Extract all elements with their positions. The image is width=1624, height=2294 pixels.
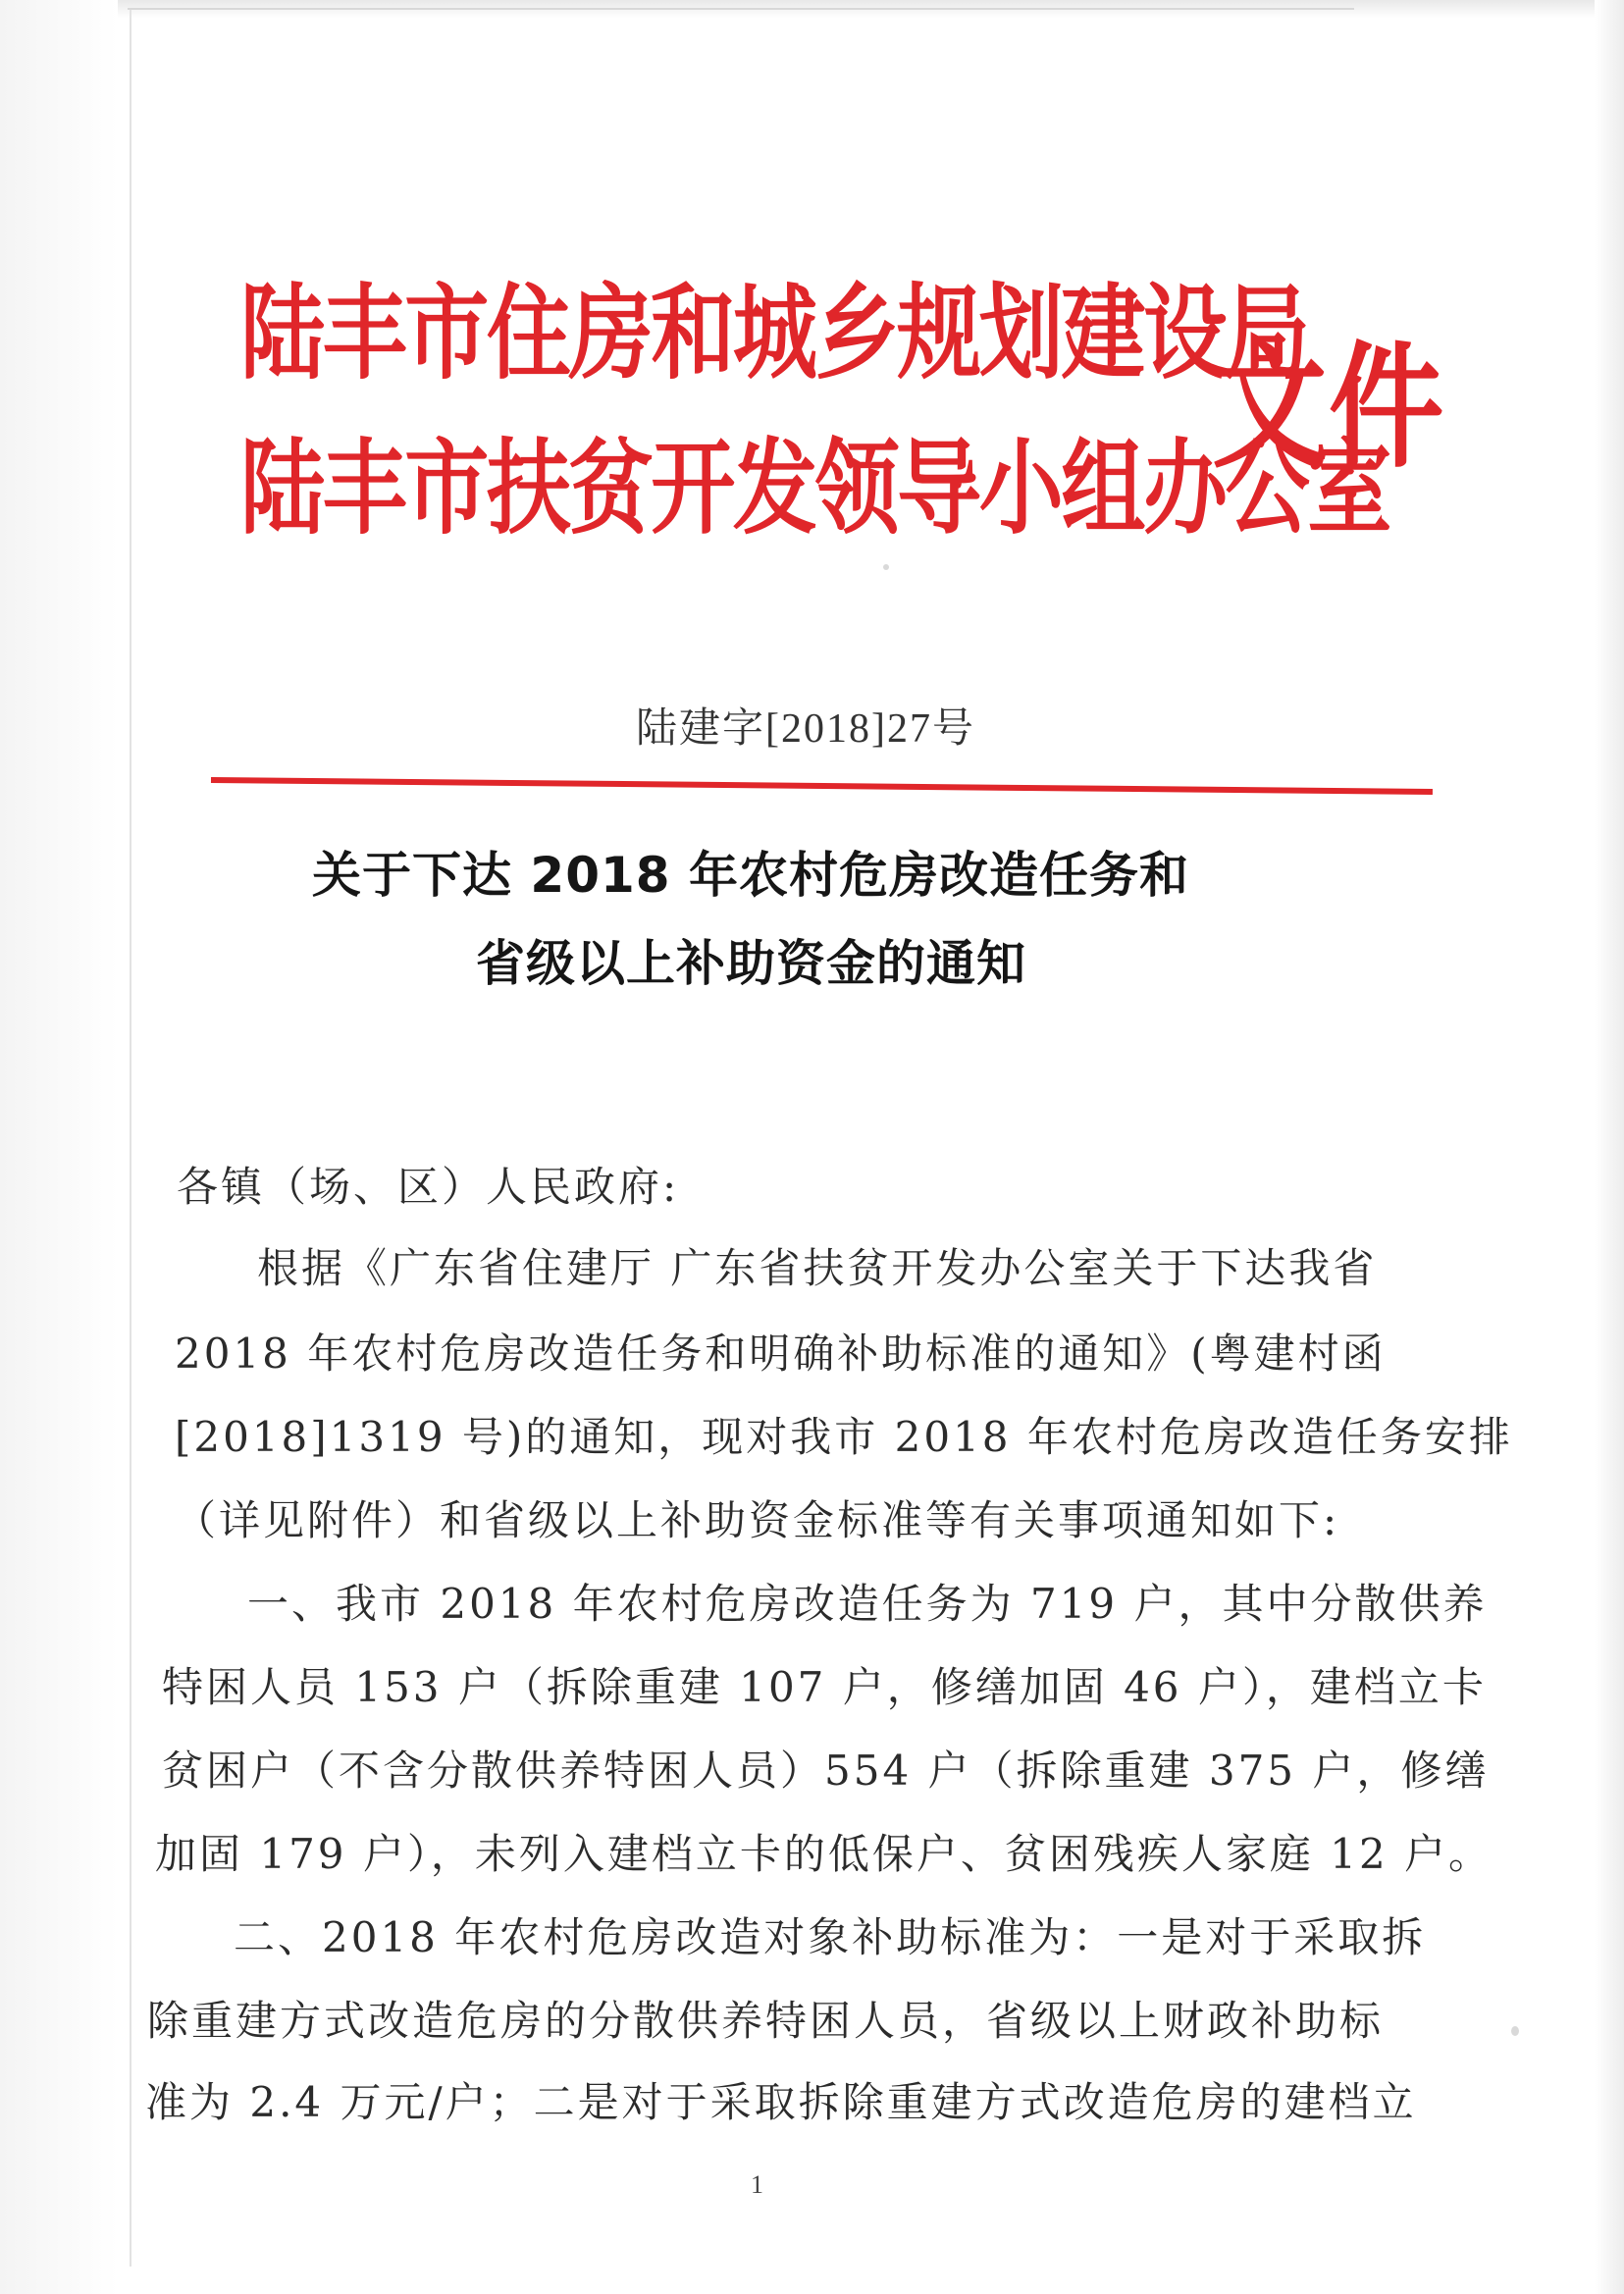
document-title-line-1: 关于下达 2018 年农村危房改造任务和	[312, 847, 1189, 904]
sheet-edge-left	[130, 10, 131, 2267]
body-line: （详见附件）和省级以上补助资金标准等有关事项通知如下:	[175, 1496, 1340, 1544]
header-document-suffix: 文件	[1212, 327, 1446, 487]
body-line: 特困人员 153 户（拆除重建 107 户，修缮加固 46 户），建档立卡	[162, 1663, 1487, 1711]
scan-speck	[1511, 2026, 1519, 2036]
body-line: 贫困户（不含分散供养特困人员）554 户（拆除重建 375 户，修缮	[162, 1747, 1490, 1795]
header-org-line-1: 陆丰市住房和城乡规划建设局	[240, 272, 1308, 393]
body-line: 除重建方式改造危房的分散供养特困人员，省级以上财政补助标	[147, 1997, 1385, 2045]
body-line: 准为 2.4 万元/户；二是对于采取拆除重建方式改造危房的建档立	[145, 2078, 1417, 2126]
scan-speck	[883, 564, 889, 570]
page-number: 1	[751, 2170, 763, 2199]
salutation: 各镇（场、区）人民政府:	[177, 1163, 680, 1211]
red-separator-rule	[211, 777, 1433, 795]
document-title-line-2: 省级以上补助资金的通知	[476, 935, 1026, 992]
body-line: [2018]1319 号)的通知，现对我市 2018 年农村危房改造任务安排	[175, 1413, 1513, 1461]
body-line: 2018 年农村危房改造任务和明确补助标准的通知》(粤建村函	[175, 1329, 1387, 1378]
scan-edge-left	[0, 0, 118, 2294]
header-org-line-2: 陆丰市扶贫开发领导小组办公室	[240, 427, 1389, 548]
body-line: 二、2018 年农村危房改造对象补助标准为：一是对于采取拆	[234, 1913, 1427, 1961]
body-line: 一、我市 2018 年农村危房改造任务为 719 户，其中分散供养	[247, 1580, 1488, 1628]
body-line: 加固 179 户），未列入建档立卡的低保户、贫困残疾人家庭 12 户。	[155, 1830, 1493, 1878]
document-number: 陆建字[2018]27号	[636, 706, 975, 752]
scan-edge-right	[1595, 0, 1624, 2294]
sheet-edge-top	[128, 8, 1354, 10]
body-line: 根据《广东省住建厅 广东省扶贫开发办公室关于下达我省	[257, 1244, 1378, 1292]
